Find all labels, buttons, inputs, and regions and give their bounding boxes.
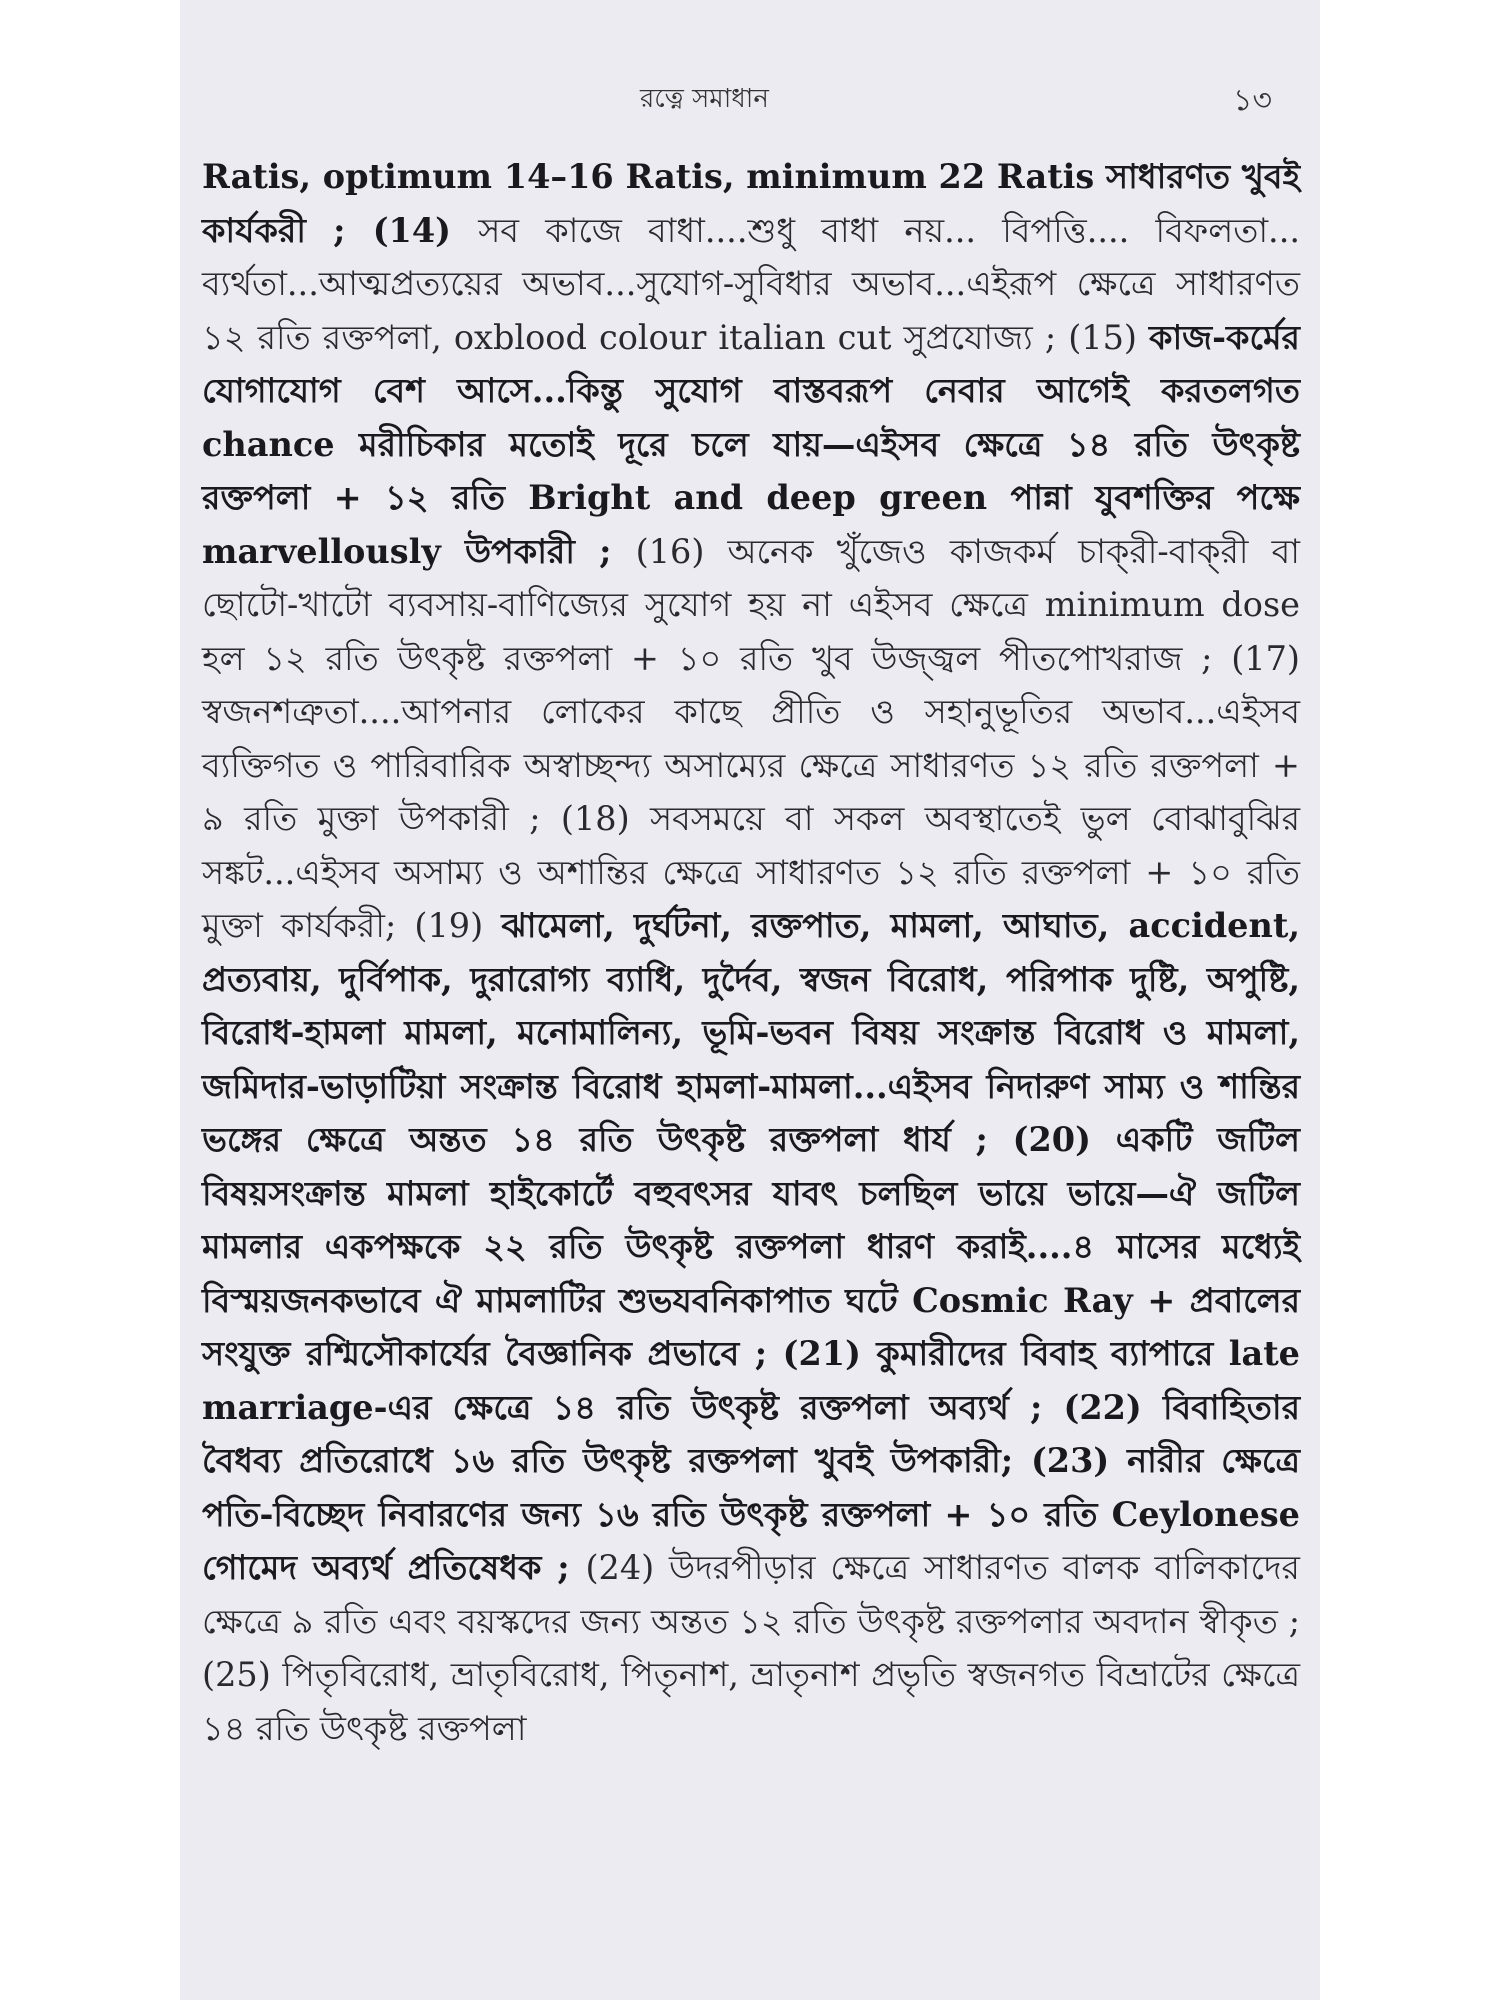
text-segment: (24) উদরপীড়ার ক্ষেত্রে সাধারণত বালক বালিকাদের ক্ষেত্রে ৯ রতি এবং বয়স্কদের জন্য অন্তত ১২ রতি উৎকৃষ্ট রক্তপলার অবদান স্বীকৃত ; (25) পিতৃবিরোধ, ভ্রাতৃবিরোধ, পিতৃনাশ, ভ্রাতৃনাশ প্রভৃতি স্বজনগত বিভ্রাটের ক্ষেত্রে ১৪ রতি উৎকৃষ্ট রক্তপলা xyxy=(202,1548,1300,1748)
page-header xyxy=(180,72,1320,122)
text-segment: কাজ-কর্মের যোগাযোগ বেশ আসে...কিন্তু সুযোগ বাস্তবরূপ নেবার আগেই করতলগত chance মরীচিকার মতোই দূরে চলে যায়—এইসব ক্ষেত্রে ১৪ রতি উৎকৃষ্ট রক্তপলা + ১২ রতি Bright and deep green পান্না যুবশক্তির পক্ষে marvellously উপকারী ; xyxy=(202,317,1300,571)
text-segment: ঝামেলা, দুর্ঘটনা, রক্তপাত, মামলা, আঘাত, accident, প্রত্যবায়, দুর্বিপাক, দুরারোগ্য ব্যাধি, দুর্দৈব, স্বজন বিরোধ, পরিপাক দুষ্টি, অপুষ্টি, বিরোধ-হামলা মামলা, মনোমালিন্য, ভূমি-ভবন বিষয় সংক্রান্ত বিরোধ ও মামলা, জমিদার-ভাড়াটিয়া সংক্রান্ত বিরোধ হামলা-মামলা...এইসব নিদারুণ সাম্য ও শান্তির ভঙ্গের ক্ষেত্রে অন্তত ১৪ রতি উৎকৃষ্ট রক্তপলা ধার্য ; (20) একটি জটিল বিষয়সংক্রান্ত মামলা হাইকোর্টে বহুবৎসর যাবৎ চলছিল ভায়ে ভায়ে—ঐ জটিল মামলার একপক্ষকে ২২ রতি উৎকৃষ্ট রক্তপলা ধারণ করাই....৪ মাসের মধ্যেই বিস্ময়জনকভাবে ঐ মামলাটির শুভযবনিকাপাত ঘটে Cosmic Ray + প্রবালের সংযুক্ত রশ্মিসৌকার্যের বৈজ্ঞানিক প্রভাবে ; (21) কুমারীদের বিবাহ ব্যাপারে late marriage-এর ক্ষেত্রে ১৪ রতি উৎকৃষ্ট রক্তপলা অব্যর্থ ; (22) বিবাহিতার বৈধব্য প্রতিরোধে ১৬ রতি উৎকৃষ্ট রক্তপলা খুবই উপকারী; (23) নারীর ক্ষেত্রে পতি-বিচ্ছেদ নিবারণের জন্য ১৬ রতি উৎকৃষ্ট রক্তপলা + ১০ রতি Ceylonese গোমেদ অব্যর্থ প্রতিষেধক ; xyxy=(202,906,1300,1587)
book-page xyxy=(180,0,1320,2000)
body-paragraph xyxy=(202,150,1300,1755)
text-segment: (16) অনেক খুঁজেও কাজকর্ম চাক্‌রী-বাক্‌রী বা ছোটো-খাটো ব্যবসায়-বাণিজ্যের সুযোগ হয় না এইসব ক্ষেত্রে minimum dose হল ১২ রতি উৎকৃষ্ট রক্তপলা + ১০ রতি খুব উজ্জ্বল পীতপোখরাজ ; (17) স্বজনশত্রুতা....আপনার লোকের কাছে প্রীতি ও সহানুভূতির অভাব...এইসব ব্যক্তিগত ও পারিবারিক অস্বাচ্ছন্দ্য অসাম্যের ক্ষেত্রে সাধারণত ১২ রতি রক্তপলা + ৯ রতি মুক্তা উপকারী ; (18) সবসময়ে বা সকল অবস্থাতেই ভুল বোঝাবুঝির সঙ্কট...এইসব অসাম্য ও অশান্তির ক্ষেত্রে সাধারণত ১২ রতি রক্তপলা + ১০ রতি মুক্তা কার্যকরী; (19) xyxy=(202,531,1300,945)
page-number: ১৩ xyxy=(1233,83,1272,118)
text-segment: সব কাজে বাধা....শুধু বাধা নয়... বিপত্তি.... বিফলতা... ব্যর্থতা...আত্মপ্রত্যয়ের অভাব...সুযোগ-সুবিধার অভাব...এইরূপ ক্ষেত্রে সাধারণত ১২ রতি রক্তপলা, oxblood colour italian cut সুপ্রযোজ্য ; (15) xyxy=(202,210,1300,357)
running-title: রত্নে সমাধান xyxy=(640,84,769,114)
text-segment: Ratis, optimum 14–16 Ratis, minimum 22 Ratis সাধারণত খুবই কার্যকরী ; (14) xyxy=(202,157,1300,250)
